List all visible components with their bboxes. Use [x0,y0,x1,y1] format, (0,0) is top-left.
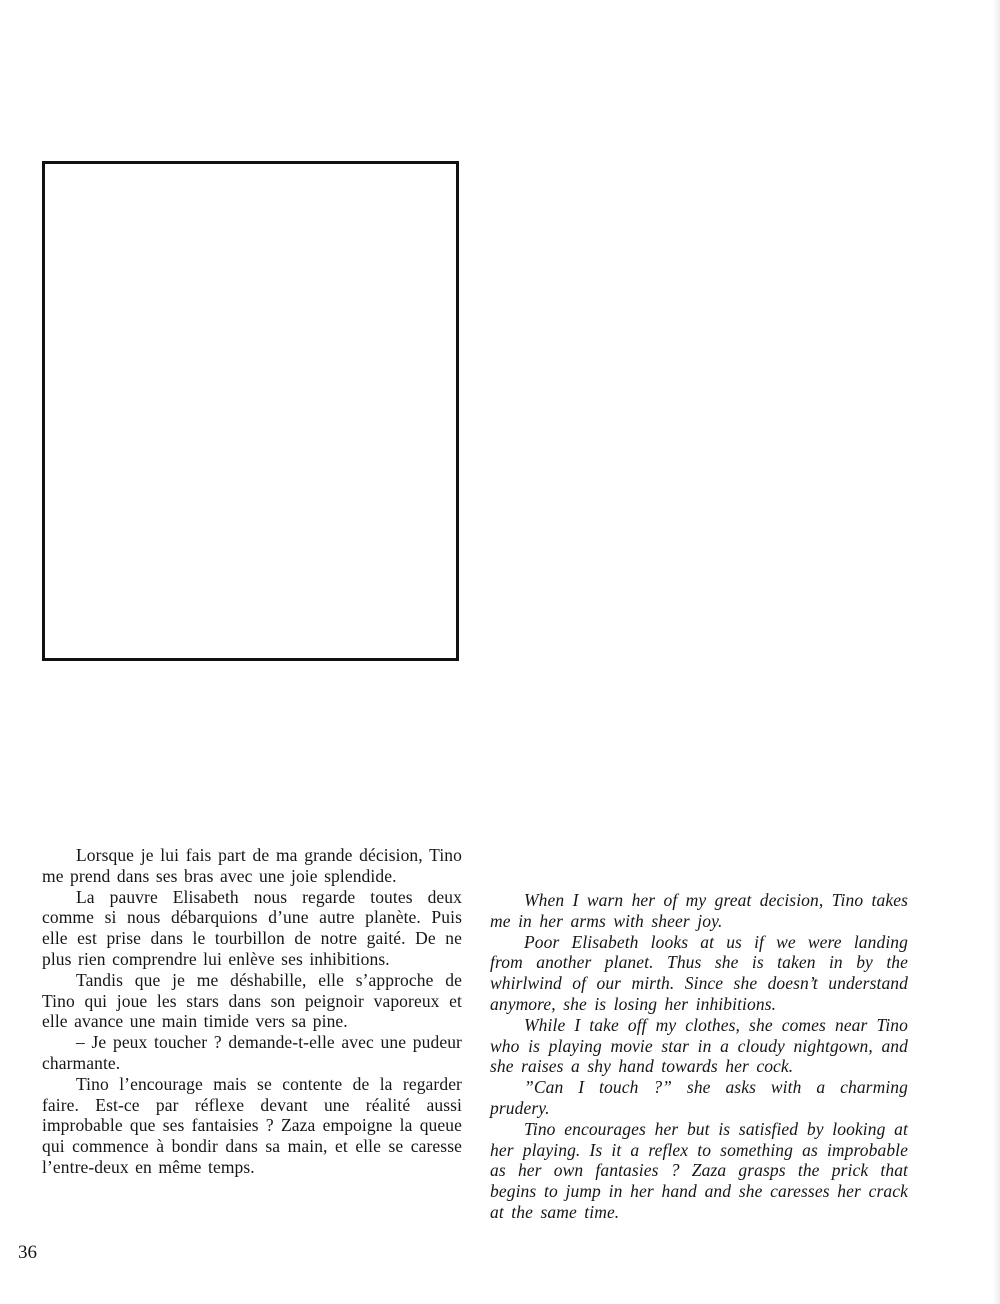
french-paragraph: Tino l’encourage mais se contente de la regarder faire. Est-ce par réflexe devant une réalité aussi improbable que ses fantaisies ? Zaza empoigne la queue qui commence à bondir dans sa main, et elle se caresse l’entre-deux en même temps. [42,1073,462,1177]
scan-edge-shadow [993,0,1000,1304]
english-paragraph: While I take off my clothes, she comes near Tino who is playing movie star in a cloudy nightgown, and she raises a shy hand towards her cock. [490,1014,908,1077]
english-paragraph: Poor Elisabeth looks at us if we were landing from another planet. Thus she is taken in by the whirlwind of our mirth. Since she doesn’t understand anymore, she is losing her inhibitions. [490,931,908,1014]
french-paragraph: – Je peux toucher ? demande-t-elle avec une pudeur charmante. [42,1032,462,1073]
english-paragraph: When I warn her of my great decision, Tino takes me in her arms with sheer joy. [490,890,908,931]
page-number: 36 [18,1242,37,1263]
english-text-column [490,890,908,1223]
french-paragraph: Tandis que je me déshabille, elle s’approche de Tino qui joue les stars dans son peignoir vaporeux et elle avance une main timide vers sa pine. [42,969,462,1032]
english-paragraph: Tino encourages her but is satisfied by looking at her playing. Is it a reflex to something as improbable as her own fantasies ? Zaza grasps the prick that begins to jump in her hand and she caresses her crack at the same time. [490,1118,908,1222]
french-text-column [42,845,462,1178]
french-paragraph: Lorsque je lui fais part de ma grande décision, Tino me prend dans ses bras avec une joie splendide. [42,845,462,886]
french-paragraph: La pauvre Elisabeth nous regarde toutes deux comme si nous débarquions d’une autre planète. Puis elle est prise dans le tourbillon de notre gaité. De ne plus rien comprendre lui enlève ses inhibitions. [42,886,462,969]
illustration-frame [42,161,459,661]
english-paragraph: ”Can I touch ?” she asks with a charming prudery. [490,1077,908,1118]
